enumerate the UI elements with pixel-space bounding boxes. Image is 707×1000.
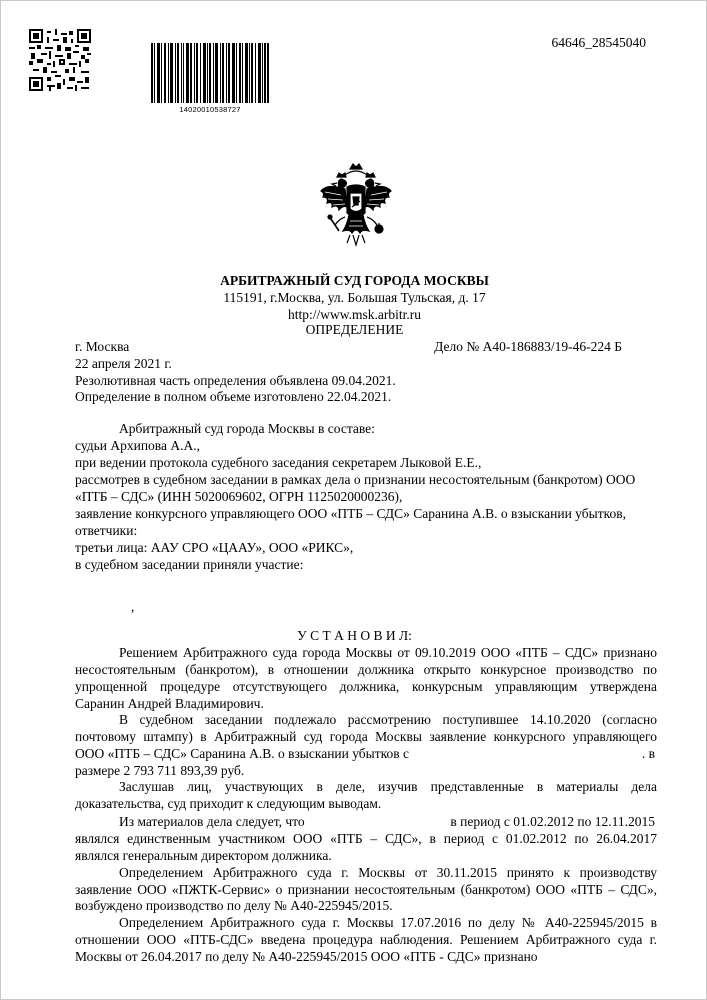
paragraph-line: Решением Арбитражного суда города Москвы от 09.10.2019 ООО «ПТБ – СДС» признано <box>119 645 657 660</box>
intro-line: Арбитражный суд города Москвы в составе: <box>119 421 375 436</box>
intro-line: рассмотрев в судебном заседании в рамках дела о признании несостоятельным (банкротом) ООО <box>75 472 636 487</box>
paragraph-line: ООО «ПТБ – СДС» Саранина А.В. о взыскании убытков с <box>75 746 410 761</box>
paragraph-line: Москвы от 26.04.2017 по делу № А40-225945/2015 ООО «ПТБ - СДС» признано <box>75 949 538 964</box>
intro-line: заявление конкурсного управляющего ООО «ПТБ – СДС» Саранина А.В. о взыскании убытков, <box>75 506 626 521</box>
paragraph-line: являлся генеральным директором должника. <box>75 848 332 863</box>
paragraph-line: В судебном заседании подлежало рассмотрению поступившее 14.10.2020 (согласно <box>119 712 657 727</box>
intro-line: , <box>131 599 135 614</box>
paragraph-line: почтовому штампу) в Арбитражный суд города Москвы заявление конкурсного управляющего <box>75 729 657 744</box>
intro-line: в судебном заседании приняли участие: <box>75 557 304 572</box>
court-address: 115191, г.Москва, ул. Большая Тульская, д. 17 <box>223 290 486 305</box>
established-heading: У С Т А Н О В И Л: <box>297 628 412 643</box>
resolution-date-line: Резолютивная часть определения объявлена 09.04.2021. <box>75 373 396 388</box>
paragraph-line: упрощенной процедуре отсутствующего должника, конкурсным управляющим утверждена <box>75 679 657 694</box>
paragraph-line: в период с 01.02.2012 по 12.11.2015 <box>450 814 655 829</box>
document-type-heading: ОПРЕДЕЛЕНИЕ <box>305 322 404 337</box>
paragraph-line: Определением Арбитражного суда г. Москвы от 30.11.2015 принято к производству <box>119 865 657 880</box>
paragraph-line: Саранин Андрей Владимирович. <box>75 696 264 711</box>
paragraph-line: возбуждено производство по делу № А40-225945/2015. <box>75 898 393 913</box>
state-emblem-icon <box>317 161 395 251</box>
document-date: 22 апреля 2021 г. <box>75 356 172 371</box>
city: г. Москва <box>75 339 130 354</box>
paragraph-line: заявление ООО «ПЖТК-Сервис» о признании несостоятельным (банкротом) ООО «ПТБ – СДС», <box>75 882 657 897</box>
paragraph-line: отношении ООО «ПТБ-СДС» введена процедура наблюдения. Решением Арбитражного суда г. <box>75 932 657 947</box>
barcode-number: 14020010538727 <box>179 105 241 114</box>
paragraph-line: Определением Арбитражного суда г. Москвы 17.07.2016 по делу № А40-225945/2015 в <box>119 915 657 930</box>
paragraph-line: . в <box>641 746 655 761</box>
paragraph-line: размере 2 793 711 893,39 руб. <box>75 763 245 778</box>
court-website-link[interactable]: http://www.msk.arbitr.ru <box>288 307 421 322</box>
intro-line: судьи Архипова А.А., <box>75 438 200 453</box>
barcode <box>151 43 269 103</box>
intro-line: ответчики: <box>75 523 138 538</box>
paragraph-line: несостоятельным (банкротом), в отношении должника открыто конкурсное производство по <box>75 662 657 677</box>
case-number: Дело № А40-186883/19-46-224 Б <box>434 339 622 354</box>
intro-line: «ПТБ – СДС» (ИНН 5020069602, ОГРН 1125020000236), <box>75 489 403 504</box>
paragraph-line: Заслушав лиц, участвующих в деле, изучив представленные в материалы дела <box>119 779 657 794</box>
intro-line: при ведении протокола судебного заседания секретарем Лыковой Е.Е., <box>75 455 482 470</box>
qr-code <box>29 29 91 91</box>
paragraph-line: доказательства, суд приходит к следующим выводам. <box>75 796 382 811</box>
court-name: АРБИТРАЖНЫЙ СУД ГОРОДА МОСКВЫ <box>220 273 489 288</box>
paragraph-line: являлся единственным участником ООО «ПТБ – СДС», в период с 01.02.2012 по 26.04.2017 <box>75 831 657 846</box>
full-text-date-line: Определение в полном объеме изготовлено 22.04.2021. <box>75 389 392 404</box>
intro-line: третьи лица: ААУ СРО «ЦААУ», ООО «РИКС», <box>75 540 354 555</box>
document-number: 64646_28545040 <box>551 35 646 50</box>
paragraph-line: Из материалов дела следует, что <box>119 814 305 829</box>
